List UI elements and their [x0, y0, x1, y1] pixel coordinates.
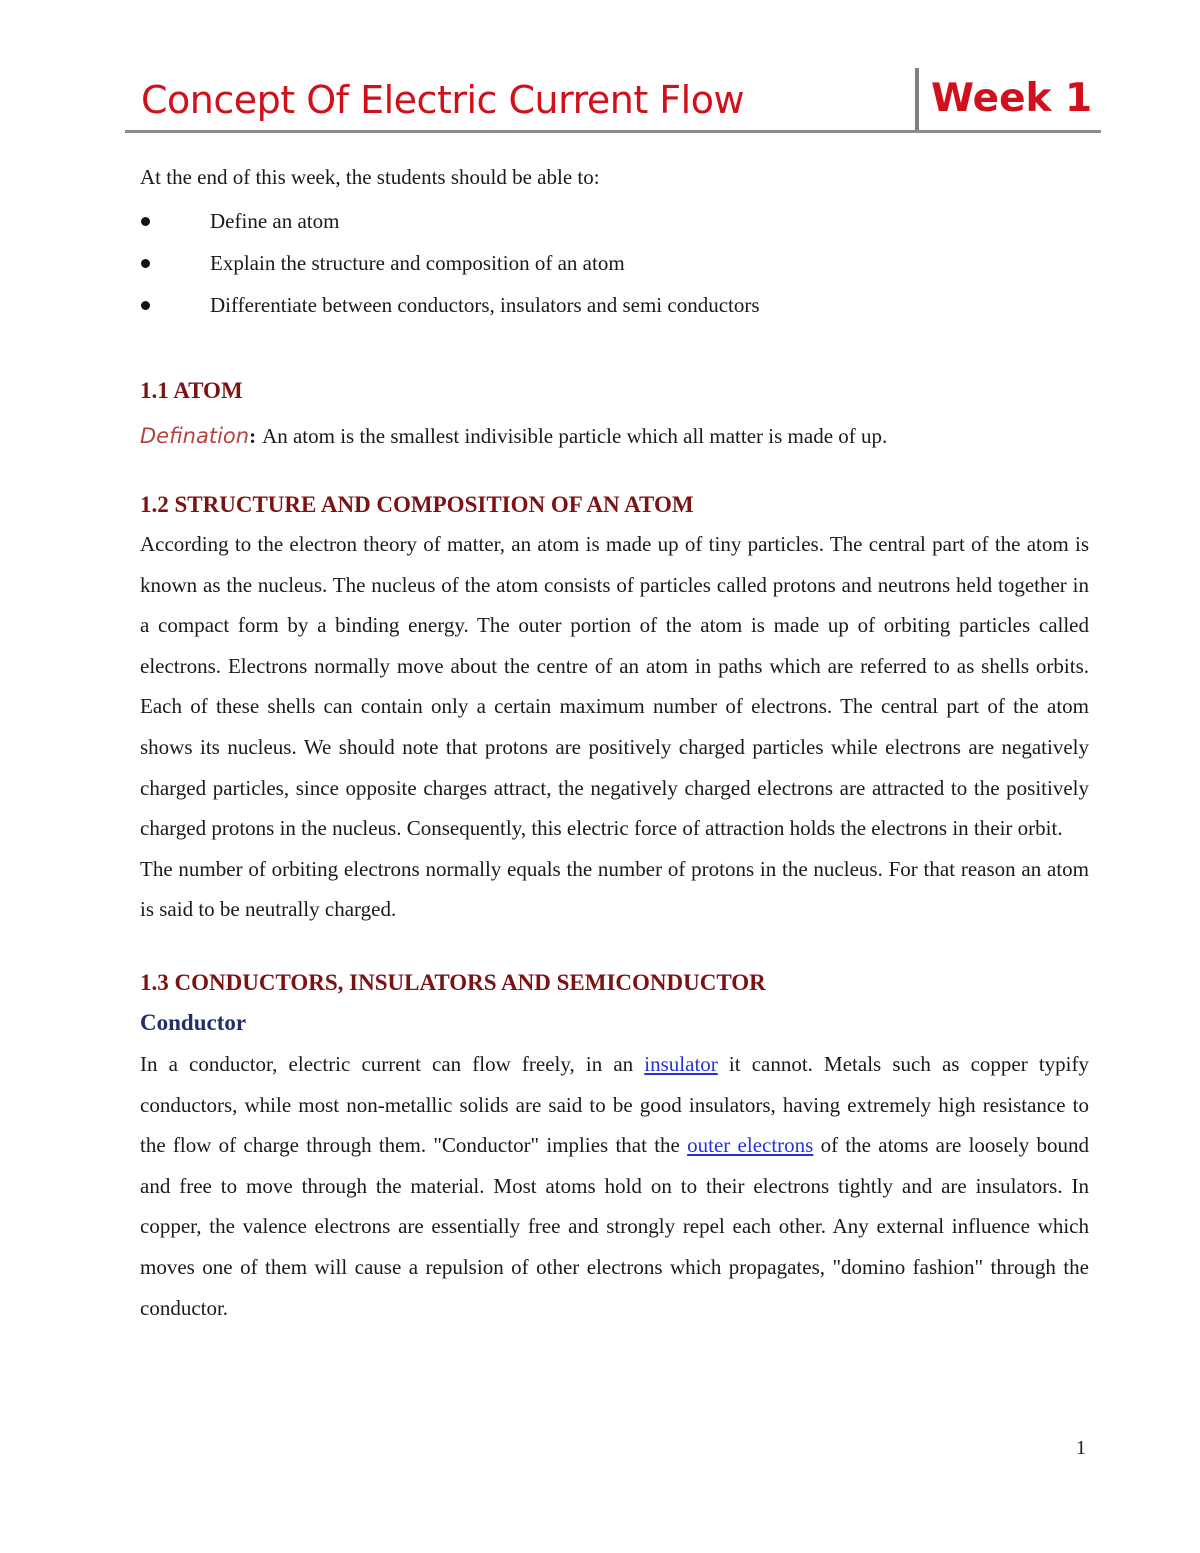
structure-paragraph: According to the electron theory of matter, an atom is made up of tiny particles. The central part of the atom is known as the nucleus. The nucleus of the atom consists of particles called protons and neutrons held together in a compact form by a binding energy. The outer portion of the atom is made up of orbiting particles called electrons. Electrons normally move about the centre of an atom in paths which are referred to as shells orbits. Each of these shells can contain only a certain maximum number of electrons. The central part of the atom shows its nucleus. We should note that protons are positively charged particles while electrons are negatively charged particles, since opposite charges attract, the negatively charged electrons are attracted to the positively charged protons in the nucleus. Consequently, this electric force of attraction holds the electrons in their orbit. [140, 532, 1089, 841]
intro-text: At the end of this week, the students should be able to: [140, 165, 600, 189]
objective-text: Explain the structure and composition of an atom [210, 251, 625, 275]
neutral-charge-paragraph: The number of orbiting electrons normally equals the number of protons in the nucleus. For that reason an atom is said to be neutrally charged. [140, 856, 1089, 922]
objectives-list [140, 200, 1089, 326]
section-heading-structure: 1.2 STRUCTURE AND COMPOSITION OF AN ATOM [140, 492, 694, 517]
conductor-text-part: In a conductor, electric current can flow freely, in an [140, 1051, 645, 1076]
definition-colon: : [249, 424, 257, 448]
document-title: Concept Of Electric Current Flow [141, 78, 745, 122]
conductor-paragraph [140, 1044, 1089, 1328]
section-heading-conductors: 1.3 CONDUCTORS, INSULATORS AND SEMICONDUCTOR [140, 969, 766, 995]
page-header [125, 68, 1101, 134]
conductor-text-part: it cannot. Metals such as copper typify conductors, while most non-metallic solids are said to be good insulators, having extremely high resistance to the flow of charge through them. "Conductor" implies that the [140, 1051, 1089, 1158]
page-number: 1 [1076, 1437, 1086, 1459]
subheading-conductor: Conductor [140, 1009, 247, 1035]
header-divider-vertical [915, 68, 919, 130]
definition-text: An atom is the smallest indivisible particle which all matter is made of up. [262, 424, 888, 448]
objective-text: Differentiate between conductors, insulators and semi conductors [210, 293, 760, 317]
section-heading-atom: 1.1 ATOM [140, 378, 243, 403]
document-body [140, 158, 1089, 1328]
objective-item [140, 200, 1089, 242]
outer-electrons-link[interactable]: outer electrons [687, 1133, 814, 1158]
definition-term: Defination [140, 424, 250, 448]
conductor-text-part: of the atoms are loosely bound and free to move through the material. Most atoms hold on to their electrons tightly and are insulators. In copper, the valence electrons are essentially free and strongly repel each other. Any external influence which moves one of them will cause a repulsion of other electrons which propagates, "domino fashion" through the conductor. [140, 1133, 1089, 1320]
atom-definition [140, 416, 1089, 456]
insulator-link[interactable]: insulator [644, 1051, 718, 1076]
objective-text: Define an atom [210, 209, 340, 233]
header-rule [125, 130, 1101, 133]
bullet-icon [141, 259, 150, 268]
bullet-icon [141, 301, 150, 310]
objective-item [140, 242, 1089, 284]
week-label: Week 1 [931, 76, 1093, 121]
bullet-icon [141, 217, 150, 226]
objective-item [140, 284, 1089, 326]
